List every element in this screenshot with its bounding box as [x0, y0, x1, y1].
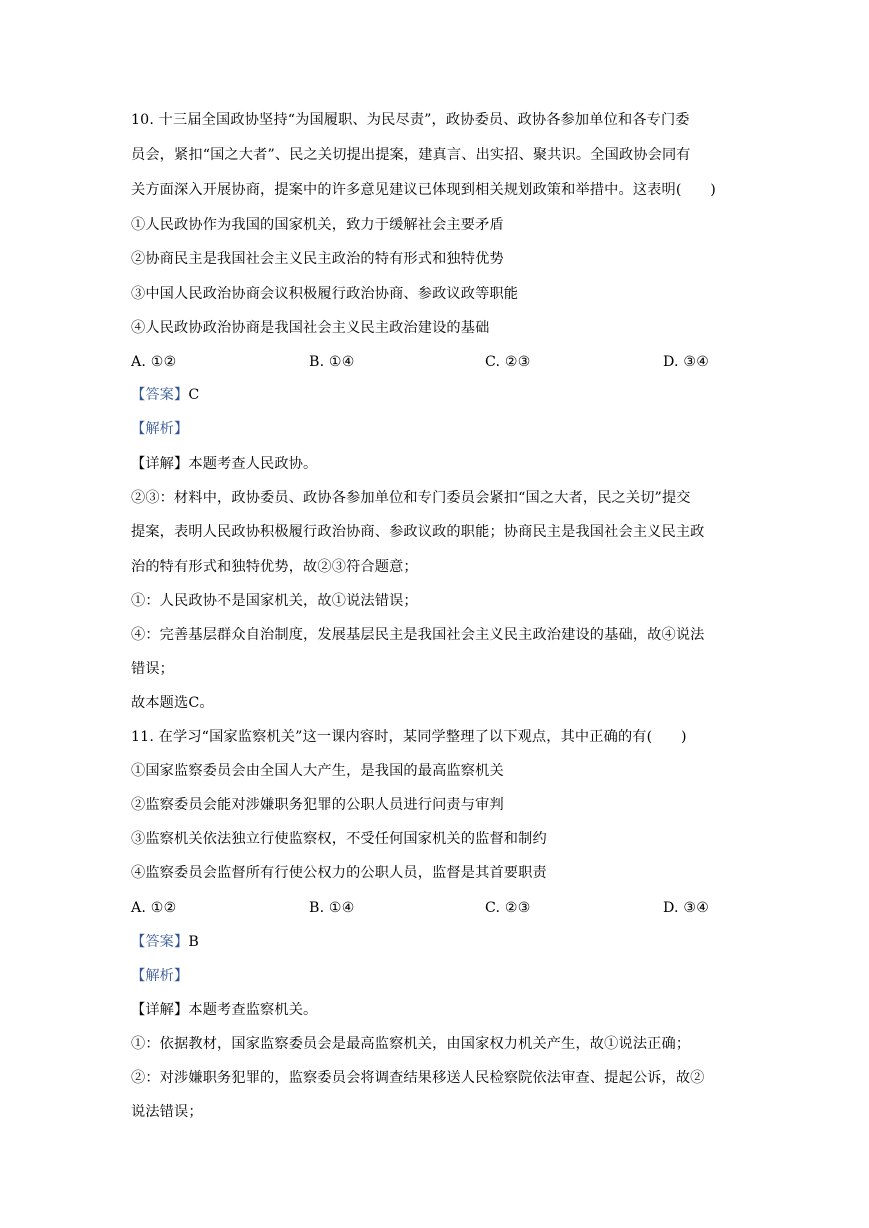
- q10-detail-2: ②③：材料中，政协委员、政协各参加单位和专门委员会紧扣“国之大者，民之关切”提交: [131, 490, 691, 506]
- q11-statement-3: ③监察机关依法独立行使监察权，不受任何国家机关的监督和制约: [131, 831, 547, 847]
- q11-option-d: D. ③④: [663, 900, 710, 916]
- q10-analysis-label: 【解析】: [131, 421, 189, 437]
- q10-detail-5: ①：人民政协不是国家机关，故①说法错误；: [131, 593, 418, 609]
- q10-statement-4: ④人民政协政治协商是我国社会主义民主政治建设的基础: [131, 320, 490, 336]
- q11-statement-4: ④监察委员会监督所有行使公权力的公职人员，监督是其首要职责: [131, 865, 547, 881]
- q10-detail-3: 提案，表明人民政协积极履行政治协商、参政议政的职能；协商民主是我国社会主义民主政: [131, 524, 705, 540]
- q11-option-b: B. ①④: [309, 900, 355, 916]
- q11-analysis-label: 【解析】: [131, 968, 189, 984]
- q10-statement-3: ③中国人民政治协商会议积极履行政治协商、参政议政等职能: [131, 286, 519, 302]
- q10-detail-8: 故本题选C。: [131, 695, 214, 711]
- q11-option-a: A. ①②: [131, 900, 177, 916]
- q11-analysis-tag: [131, 966, 741, 986]
- q10-statement-1: ①人民政协作为我国的国家机关，致力于缓解社会主要矛盾: [131, 217, 504, 233]
- q11-statement-2: ②监察委员会能对涉嫌职务犯罪的公职人员进行问责与审判: [131, 797, 504, 813]
- q11-answer-tag: 【答案】: [131, 934, 189, 950]
- q10-option-d: D. ③④: [663, 354, 710, 370]
- q11-detail-1: 【详解】本题考查监察机关。: [131, 1002, 318, 1018]
- q11-stem-line-1: 11. 在学习“国家监察机关”这一课内容时，某同学整理了以下观点，其中正确的有( ): [131, 729, 687, 745]
- q10-option-b: B. ①④: [309, 354, 355, 370]
- q11-answer-value: B: [188, 934, 199, 950]
- q11-detail-2: ①：依据教材，国家监察委员会是最高监察机关，由国家权力机关产生，故①说法正确；: [131, 1036, 691, 1052]
- q10-detail-4: 治的特有形式和独特优势，故②③符合题意；: [131, 559, 418, 575]
- q10-analysis-tag: [131, 419, 741, 439]
- q10-stem-line-1: 10. 十三届全国政协坚持“为国履职、为民尽责”，政协委员、政协各参加单位和各专门委: [131, 112, 690, 128]
- q10-detail-6: ④：完善基层群众自治制度，发展基层民主是我国社会主义民主政治建设的基础，故④说法: [131, 627, 705, 643]
- q11-detail-4: 说法错误；: [131, 1104, 203, 1120]
- q11-statement-1: ①国家监察委员会由全国人大产生，是我国的最高监察机关: [131, 763, 504, 779]
- q10-answer-value: C: [188, 387, 200, 403]
- q10-answer: [131, 385, 741, 405]
- q10-option-a: A. ①②: [131, 354, 177, 370]
- q11-detail-3: ②：对涉嫌职务犯罪的，监察委员会将调查结果移送人民检察院依法审查、提起公诉，故②: [131, 1070, 705, 1086]
- q10-option-c: C. ②③: [485, 354, 531, 370]
- q10-stem-line-2: 员会，紧扣“国之大者”、民之关切提出提案，建真言、出实招、聚共识。全国政协会同有: [131, 147, 691, 163]
- q10-detail-7: 错误；: [131, 661, 175, 677]
- q10-stem-line-3: 关方面深入开展协商，提案中的许多意见建议已体现到相关规划政策和举措中。这表明( ): [131, 182, 716, 198]
- q11-option-c: C. ②③: [485, 900, 531, 916]
- q11-answer: [131, 932, 741, 952]
- q10-statement-2: ②协商民主是我国社会主义民主政治的特有形式和独特优势: [131, 251, 504, 267]
- q10-detail-1: 【详解】本题考查人民政协。: [131, 456, 318, 472]
- q10-answer-tag: 【答案】: [131, 387, 189, 403]
